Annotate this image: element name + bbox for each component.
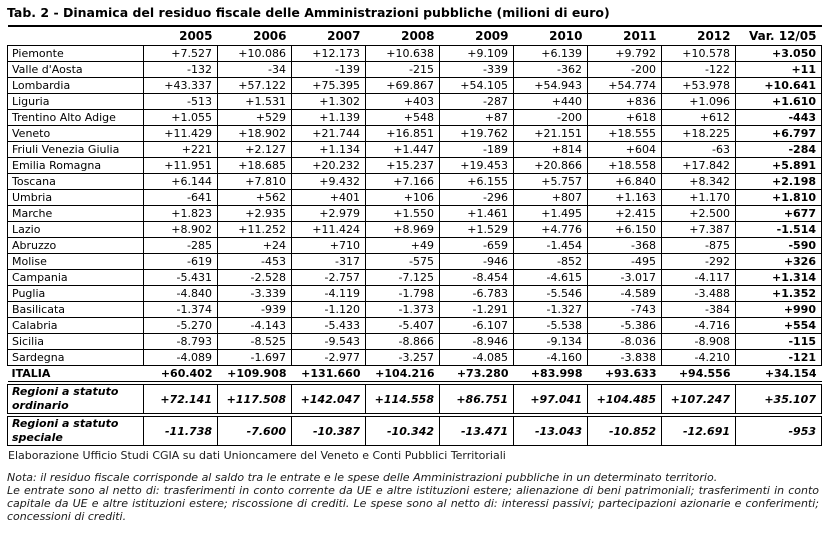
region-name-cell: Friuli Venezia Giulia xyxy=(8,142,144,158)
year-value-cell: +1.550 xyxy=(366,206,440,222)
year-value-cell: -13.471 xyxy=(440,417,514,446)
column-header-region xyxy=(8,26,144,46)
year-value-cell: -1.373 xyxy=(366,302,440,318)
year-value-cell: +83.998 xyxy=(514,366,588,382)
year-value-cell: +814 xyxy=(514,142,588,158)
year-value-cell: -122 xyxy=(662,62,736,78)
region-name-cell: Emilia Romagna xyxy=(8,158,144,174)
column-header-2011: 2011 xyxy=(588,26,662,46)
year-value-cell: -1.454 xyxy=(514,238,588,254)
year-value-cell: -5.407 xyxy=(366,318,440,334)
region-name-cell: Liguria xyxy=(8,94,144,110)
year-value-cell: +53.978 xyxy=(662,78,736,94)
year-value-cell: +19.762 xyxy=(440,126,514,142)
year-value-cell: +4.776 xyxy=(514,222,588,238)
year-value-cell: -9.543 xyxy=(292,334,366,350)
year-value-cell: +87 xyxy=(440,110,514,126)
year-value-cell: +440 xyxy=(514,94,588,110)
table-row xyxy=(8,238,822,254)
year-value-cell: +11.951 xyxy=(144,158,218,174)
year-value-cell: +114.558 xyxy=(366,385,440,414)
column-header-2005: 2005 xyxy=(144,26,218,46)
statuto-ordinario-table xyxy=(7,384,822,414)
var-value-cell: +1.610 xyxy=(736,94,822,110)
year-value-cell: +1.096 xyxy=(662,94,736,110)
year-value-cell: -8.908 xyxy=(662,334,736,350)
region-name-cell: Sicilia xyxy=(8,334,144,350)
table-row xyxy=(8,62,822,78)
year-value-cell: -10.387 xyxy=(292,417,366,446)
year-value-cell: -1.374 xyxy=(144,302,218,318)
year-value-cell: +18.685 xyxy=(218,158,292,174)
year-value-cell: -619 xyxy=(144,254,218,270)
year-value-cell: +8.902 xyxy=(144,222,218,238)
table-row xyxy=(8,126,822,142)
year-value-cell: -5.546 xyxy=(514,286,588,302)
table-row xyxy=(8,254,822,270)
year-value-cell: +43.337 xyxy=(144,78,218,94)
year-value-cell: +529 xyxy=(218,110,292,126)
year-value-cell: +20.866 xyxy=(514,158,588,174)
year-value-cell: +1.529 xyxy=(440,222,514,238)
year-value-cell: +15.237 xyxy=(366,158,440,174)
year-value-cell: +142.047 xyxy=(292,385,366,414)
year-value-cell: +618 xyxy=(588,110,662,126)
year-value-cell: +6.150 xyxy=(588,222,662,238)
year-value-cell: -339 xyxy=(440,62,514,78)
year-value-cell: -4.210 xyxy=(662,350,736,366)
year-value-cell: +2.127 xyxy=(218,142,292,158)
year-value-cell: -946 xyxy=(440,254,514,270)
year-value-cell: +9.109 xyxy=(440,46,514,62)
column-header-2007: 2007 xyxy=(292,26,366,46)
var-value-cell: +1.810 xyxy=(736,190,822,206)
var-value-cell: +6.797 xyxy=(736,126,822,142)
year-value-cell: +18.225 xyxy=(662,126,736,142)
year-value-cell: +9.432 xyxy=(292,174,366,190)
year-value-cell: -12.691 xyxy=(662,417,736,446)
year-value-cell: -317 xyxy=(292,254,366,270)
year-value-cell: +7.387 xyxy=(662,222,736,238)
year-value-cell: +1.447 xyxy=(366,142,440,158)
year-value-cell: -6.107 xyxy=(440,318,514,334)
year-value-cell: -1.697 xyxy=(218,350,292,366)
year-value-cell: -384 xyxy=(662,302,736,318)
year-value-cell: +2.979 xyxy=(292,206,366,222)
year-value-cell: -4.589 xyxy=(588,286,662,302)
year-value-cell: -5.270 xyxy=(144,318,218,334)
year-value-cell: +18.555 xyxy=(588,126,662,142)
year-value-cell: -2.977 xyxy=(292,350,366,366)
year-value-cell: +18.902 xyxy=(218,126,292,142)
year-value-cell: -4.117 xyxy=(662,270,736,286)
year-value-cell: -8.454 xyxy=(440,270,514,286)
var-value-cell: +5.891 xyxy=(736,158,822,174)
year-value-cell: +604 xyxy=(588,142,662,158)
year-value-cell: +2.415 xyxy=(588,206,662,222)
table-row xyxy=(8,206,822,222)
year-value-cell: -641 xyxy=(144,190,218,206)
region-name-cell: Marche xyxy=(8,206,144,222)
var-value-cell: -443 xyxy=(736,110,822,126)
region-name-cell: ITALIA xyxy=(8,366,144,382)
table-row xyxy=(8,78,822,94)
var-value-cell: +3.050 xyxy=(736,46,822,62)
footnotes xyxy=(7,471,819,523)
var-value-cell: -1.514 xyxy=(736,222,822,238)
table-row xyxy=(8,158,822,174)
year-value-cell: +612 xyxy=(662,110,736,126)
column-header-2006: 2006 xyxy=(218,26,292,46)
year-value-cell: +12.173 xyxy=(292,46,366,62)
year-value-cell: -1.291 xyxy=(440,302,514,318)
year-value-cell: +7.810 xyxy=(218,174,292,190)
year-value-cell: +24 xyxy=(218,238,292,254)
statuto-speciale-row xyxy=(8,417,822,446)
year-value-cell: -2.528 xyxy=(218,270,292,286)
region-name-cell: Toscana xyxy=(8,174,144,190)
year-value-cell: -4.119 xyxy=(292,286,366,302)
var-value-cell: -953 xyxy=(736,417,822,446)
year-value-cell: -368 xyxy=(588,238,662,254)
year-value-cell: -5.431 xyxy=(144,270,218,286)
year-value-cell: +1.139 xyxy=(292,110,366,126)
region-name-cell: Molise xyxy=(8,254,144,270)
year-value-cell: +6.155 xyxy=(440,174,514,190)
year-value-cell: -513 xyxy=(144,94,218,110)
year-value-cell: -10.342 xyxy=(366,417,440,446)
year-value-cell: -200 xyxy=(588,62,662,78)
year-value-cell: -4.615 xyxy=(514,270,588,286)
region-name-cell: Campania xyxy=(8,270,144,286)
var-value-cell: +326 xyxy=(736,254,822,270)
region-name-cell: Basilicata xyxy=(8,302,144,318)
year-value-cell: +807 xyxy=(514,190,588,206)
year-value-cell: -2.757 xyxy=(292,270,366,286)
var-value-cell: +990 xyxy=(736,302,822,318)
year-value-cell: -5.538 xyxy=(514,318,588,334)
table-header xyxy=(8,26,822,46)
regions-body xyxy=(8,46,822,382)
year-value-cell: +7.166 xyxy=(366,174,440,190)
var-value-cell: +11 xyxy=(736,62,822,78)
year-value-cell: -852 xyxy=(514,254,588,270)
year-value-cell: -743 xyxy=(588,302,662,318)
year-value-cell: +7.527 xyxy=(144,46,218,62)
table-row xyxy=(8,302,822,318)
year-value-cell: +1.170 xyxy=(662,190,736,206)
year-value-cell: +836 xyxy=(588,94,662,110)
column-header-2010: 2010 xyxy=(514,26,588,46)
var-value-cell: +35.107 xyxy=(736,385,822,414)
region-name-cell: Puglia xyxy=(8,286,144,302)
year-value-cell: -287 xyxy=(440,94,514,110)
year-value-cell: +401 xyxy=(292,190,366,206)
year-value-cell: +20.232 xyxy=(292,158,366,174)
table-row xyxy=(8,190,822,206)
residuo-fiscale-table xyxy=(7,25,822,382)
year-value-cell: -8.946 xyxy=(440,334,514,350)
year-value-cell: +94.556 xyxy=(662,366,736,382)
year-value-cell: -13.043 xyxy=(514,417,588,446)
year-value-cell: -362 xyxy=(514,62,588,78)
year-value-cell: +104.485 xyxy=(588,385,662,414)
region-name-cell: Regioni a statuto speciale xyxy=(8,417,144,446)
region-name-cell: Lazio xyxy=(8,222,144,238)
nota-text: Nota: il residuo fiscale corrisponde al saldo tra le entrate e le spese delle Amministrazioni pubbliche in un determinato territorio. xyxy=(7,471,718,484)
year-value-cell: +60.402 xyxy=(144,366,218,382)
year-value-cell: +9.792 xyxy=(588,46,662,62)
year-value-cell: +2.500 xyxy=(662,206,736,222)
year-value-cell: +8.969 xyxy=(366,222,440,238)
var-value-cell: +554 xyxy=(736,318,822,334)
year-value-cell: -1.120 xyxy=(292,302,366,318)
year-value-cell: +19.453 xyxy=(440,158,514,174)
var-value-cell: -284 xyxy=(736,142,822,158)
region-name-cell: Abruzzo xyxy=(8,238,144,254)
statuto-ordinario-row xyxy=(8,385,822,414)
year-value-cell: +403 xyxy=(366,94,440,110)
table-row xyxy=(8,334,822,350)
table-row xyxy=(8,94,822,110)
year-value-cell: +1.055 xyxy=(144,110,218,126)
year-value-cell: +69.867 xyxy=(366,78,440,94)
region-name-cell: Trentino Alto Adige xyxy=(8,110,144,126)
year-value-cell: +107.247 xyxy=(662,385,736,414)
table-row xyxy=(8,366,822,382)
year-value-cell: +104.216 xyxy=(366,366,440,382)
year-value-cell: -5.433 xyxy=(292,318,366,334)
year-value-cell: -139 xyxy=(292,62,366,78)
year-value-cell: +11.429 xyxy=(144,126,218,142)
year-value-cell: +2.935 xyxy=(218,206,292,222)
year-value-cell: -575 xyxy=(366,254,440,270)
table-row xyxy=(8,222,822,238)
year-value-cell: +21.744 xyxy=(292,126,366,142)
year-value-cell: +221 xyxy=(144,142,218,158)
region-name-cell: Piemonte xyxy=(8,46,144,62)
year-value-cell: +117.508 xyxy=(218,385,292,414)
year-value-cell: +710 xyxy=(292,238,366,254)
year-value-cell: -11.738 xyxy=(144,417,218,446)
year-value-cell: -1.798 xyxy=(366,286,440,302)
year-value-cell: +54.774 xyxy=(588,78,662,94)
year-value-cell: -63 xyxy=(662,142,736,158)
table-row xyxy=(8,110,822,126)
year-value-cell: +18.558 xyxy=(588,158,662,174)
year-value-cell: -4.840 xyxy=(144,286,218,302)
year-value-cell: +1.495 xyxy=(514,206,588,222)
year-value-cell: +86.751 xyxy=(440,385,514,414)
year-value-cell: -939 xyxy=(218,302,292,318)
year-value-cell: +131.660 xyxy=(292,366,366,382)
source-note: Elaborazione Ufficio Studi CGIA su dati Unioncamere del Veneto e Conti Pubblici Territoriali xyxy=(8,449,506,462)
year-value-cell: -9.134 xyxy=(514,334,588,350)
year-value-cell: +8.342 xyxy=(662,174,736,190)
year-value-cell: +11.424 xyxy=(292,222,366,238)
statuto-speciale-table xyxy=(7,416,822,446)
year-value-cell: +1.163 xyxy=(588,190,662,206)
year-value-cell: -34 xyxy=(218,62,292,78)
year-value-cell: +1.461 xyxy=(440,206,514,222)
year-value-cell: -285 xyxy=(144,238,218,254)
year-value-cell: -7.125 xyxy=(366,270,440,286)
region-name-cell: Lombardia xyxy=(8,78,144,94)
table-row xyxy=(8,46,822,62)
year-value-cell: -6.783 xyxy=(440,286,514,302)
region-name-cell: Valle d'Aosta xyxy=(8,62,144,78)
column-header-2009: 2009 xyxy=(440,26,514,46)
year-value-cell: -292 xyxy=(662,254,736,270)
year-value-cell: +72.141 xyxy=(144,385,218,414)
region-name-cell: Sardegna xyxy=(8,350,144,366)
year-value-cell: +75.395 xyxy=(292,78,366,94)
var-value-cell: -115 xyxy=(736,334,822,350)
year-value-cell: +54.105 xyxy=(440,78,514,94)
year-value-cell: +562 xyxy=(218,190,292,206)
year-value-cell: +6.139 xyxy=(514,46,588,62)
year-value-cell: -296 xyxy=(440,190,514,206)
year-value-cell: +6.144 xyxy=(144,174,218,190)
year-value-cell: -875 xyxy=(662,238,736,254)
year-value-cell: +93.633 xyxy=(588,366,662,382)
year-value-cell: +73.280 xyxy=(440,366,514,382)
var-value-cell: +10.641 xyxy=(736,78,822,94)
year-value-cell: +1.823 xyxy=(144,206,218,222)
region-name-cell: Regioni a statuto ordinario xyxy=(8,385,144,414)
year-value-cell: +11.252 xyxy=(218,222,292,238)
year-value-cell: -4.160 xyxy=(514,350,588,366)
year-value-cell: +49 xyxy=(366,238,440,254)
table-row xyxy=(8,174,822,190)
year-value-cell: -4.716 xyxy=(662,318,736,334)
table-row xyxy=(8,142,822,158)
year-value-cell: +1.531 xyxy=(218,94,292,110)
var-value-cell: +1.352 xyxy=(736,286,822,302)
year-value-cell: -189 xyxy=(440,142,514,158)
region-name-cell: Veneto xyxy=(8,126,144,142)
header-row xyxy=(8,26,822,46)
year-value-cell: -8.525 xyxy=(218,334,292,350)
column-header-2012: 2012 xyxy=(662,26,736,46)
year-value-cell: +10.638 xyxy=(366,46,440,62)
table-title: Tab. 2 - Dinamica del residuo fiscale delle Amministrazioni pubbliche (milioni di euro) xyxy=(7,5,610,20)
var-value-cell: +1.314 xyxy=(736,270,822,286)
year-value-cell: +57.122 xyxy=(218,78,292,94)
table-row xyxy=(8,350,822,366)
year-value-cell: -132 xyxy=(144,62,218,78)
column-header-var: Var. 12/05 xyxy=(736,26,822,46)
year-value-cell: -8.793 xyxy=(144,334,218,350)
table-row xyxy=(8,270,822,286)
year-value-cell: +1.302 xyxy=(292,94,366,110)
year-value-cell: -10.852 xyxy=(588,417,662,446)
region-name-cell: Umbria xyxy=(8,190,144,206)
year-value-cell: +6.840 xyxy=(588,174,662,190)
var-value-cell: +677 xyxy=(736,206,822,222)
year-value-cell: -7.600 xyxy=(218,417,292,446)
region-name-cell: Calabria xyxy=(8,318,144,334)
table-row xyxy=(8,385,822,414)
year-value-cell: +106 xyxy=(366,190,440,206)
table-row xyxy=(8,417,822,446)
year-value-cell: +548 xyxy=(366,110,440,126)
var-value-cell: +34.154 xyxy=(736,366,822,382)
year-value-cell: -5.386 xyxy=(588,318,662,334)
year-value-cell: -495 xyxy=(588,254,662,270)
year-value-cell: -659 xyxy=(440,238,514,254)
year-value-cell: -8.036 xyxy=(588,334,662,350)
year-value-cell: -1.327 xyxy=(514,302,588,318)
year-value-cell: +109.908 xyxy=(218,366,292,382)
year-value-cell: -3.488 xyxy=(662,286,736,302)
year-value-cell: +1.134 xyxy=(292,142,366,158)
year-value-cell: -4.143 xyxy=(218,318,292,334)
year-value-cell: -215 xyxy=(366,62,440,78)
year-value-cell: -4.085 xyxy=(440,350,514,366)
table-row xyxy=(8,318,822,334)
var-value-cell: +2.198 xyxy=(736,174,822,190)
column-header-2008: 2008 xyxy=(366,26,440,46)
var-value-cell: -121 xyxy=(736,350,822,366)
table-row xyxy=(8,286,822,302)
year-value-cell: -3.838 xyxy=(588,350,662,366)
detail-note: Le entrate sono al netto di: trasferimenti in conto corrente da UE e altre istituzioni estere; alienazione di beni patrimoniali; trasferimenti in conto capitale da UE e altre istituzioni estere; riscossione di crediti. Le spese sono al netto di: interessi passivi; partecipazioni azionarie e conferimenti; concessioni di crediti. xyxy=(7,484,819,523)
year-value-cell: +16.851 xyxy=(366,126,440,142)
year-value-cell: +17.842 xyxy=(662,158,736,174)
year-value-cell: +97.041 xyxy=(514,385,588,414)
year-value-cell: +54.943 xyxy=(514,78,588,94)
year-value-cell: -4.089 xyxy=(144,350,218,366)
year-value-cell: -3.017 xyxy=(588,270,662,286)
year-value-cell: -3.257 xyxy=(366,350,440,366)
year-value-cell: -200 xyxy=(514,110,588,126)
year-value-cell: +10.578 xyxy=(662,46,736,62)
year-value-cell: -8.866 xyxy=(366,334,440,350)
year-value-cell: +10.086 xyxy=(218,46,292,62)
year-value-cell: +21.151 xyxy=(514,126,588,142)
year-value-cell: -453 xyxy=(218,254,292,270)
year-value-cell: -3.339 xyxy=(218,286,292,302)
year-value-cell: +5.757 xyxy=(514,174,588,190)
var-value-cell: -590 xyxy=(736,238,822,254)
